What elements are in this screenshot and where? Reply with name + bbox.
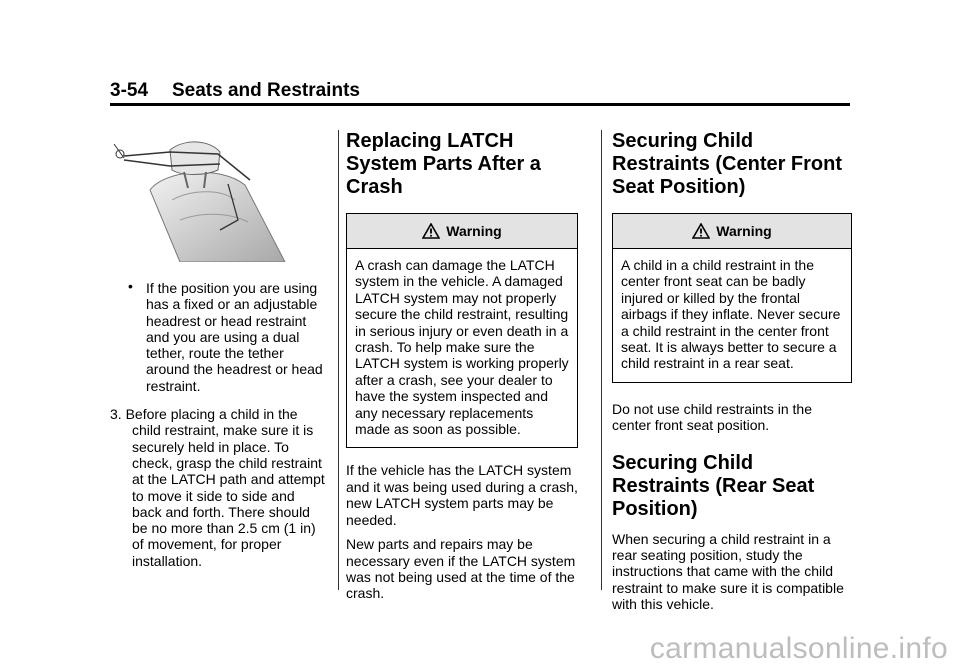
bullet-dot-icon: • [128, 278, 133, 294]
seat-tether-illustration [110, 130, 328, 262]
step-3: 3. Before placing a child in the child restraint, make sure it is securely held in place. To check, grasp the child restraint at the LATCH path and attempt to move it side to side and back and forth. There should be no more than 2.5 cm (1 in) of movement, for proper installation. [110, 406, 325, 569]
paragraph: New parts and repairs may be necessary even if the LATCH system was not being used at the time of the crash. [346, 536, 576, 602]
heading-center-front-seat: Securing Child Restraints (Center Front Seat Position) [612, 130, 843, 198]
heading-rear-seat: Securing Child Restraints (Rear Seat Position) [612, 451, 815, 520]
warning-text: A crash can damage the LATCH system in the vehicle. A damaged LATCH system may not properly secure the child restraint, resulting in serious injury or even death in a crash. To help make sure the LATCH system is working properly after a crash, see your dealer to have the system inspected and any necessary replacements made as soon as possible. [355, 257, 569, 438]
column-divider-2 [601, 130, 602, 590]
warning-header [347, 214, 577, 249]
warning-triangle-icon [422, 223, 440, 239]
column-right [612, 130, 852, 613]
warning-box [346, 213, 578, 448]
heading-replacing-latch: Replacing LATCH System Parts After a Crash [346, 130, 541, 198]
paragraph: Do not use child restraints in the center front seat position. [612, 400, 812, 434]
warning-label: Warning [446, 223, 502, 239]
column-divider-1 [338, 130, 339, 590]
column-left [110, 130, 328, 569]
bullet-item [110, 280, 328, 394]
paragraph: When securing a child restraint in a rear seating position, study the instructions that came with the child restraint to make sure it is compatible with this vehicle. [612, 530, 844, 613]
warning-box [612, 213, 852, 383]
watermark: carmanualsonline.info [649, 632, 948, 665]
column-middle [346, 130, 578, 602]
page-header [110, 80, 360, 102]
warning-text: A child in a child restraint in the center front seat can be badly injured or killed by the frontal airbags if they inflate. Never secure a child restraint in the center front seat. It is always better to secure a child restraint in a rear seat. [621, 257, 841, 372]
warning-label: Warning [716, 223, 772, 239]
header-rule [110, 103, 850, 106]
warning-header [613, 214, 851, 249]
section-title: Seats and Restraints [172, 80, 360, 101]
paragraph: If the vehicle has the LATCH system and it was being used during a crash, new LATCH system parts may be needed. [346, 462, 578, 528]
warning-triangle-icon [692, 223, 710, 239]
page-number: 3-54 [110, 80, 149, 101]
bullet-text: If the position you are using has a fixed or an adjustable headrest or head restraint and you are using a dual tether, route the tether around the headrest or head restraint. [146, 280, 323, 394]
